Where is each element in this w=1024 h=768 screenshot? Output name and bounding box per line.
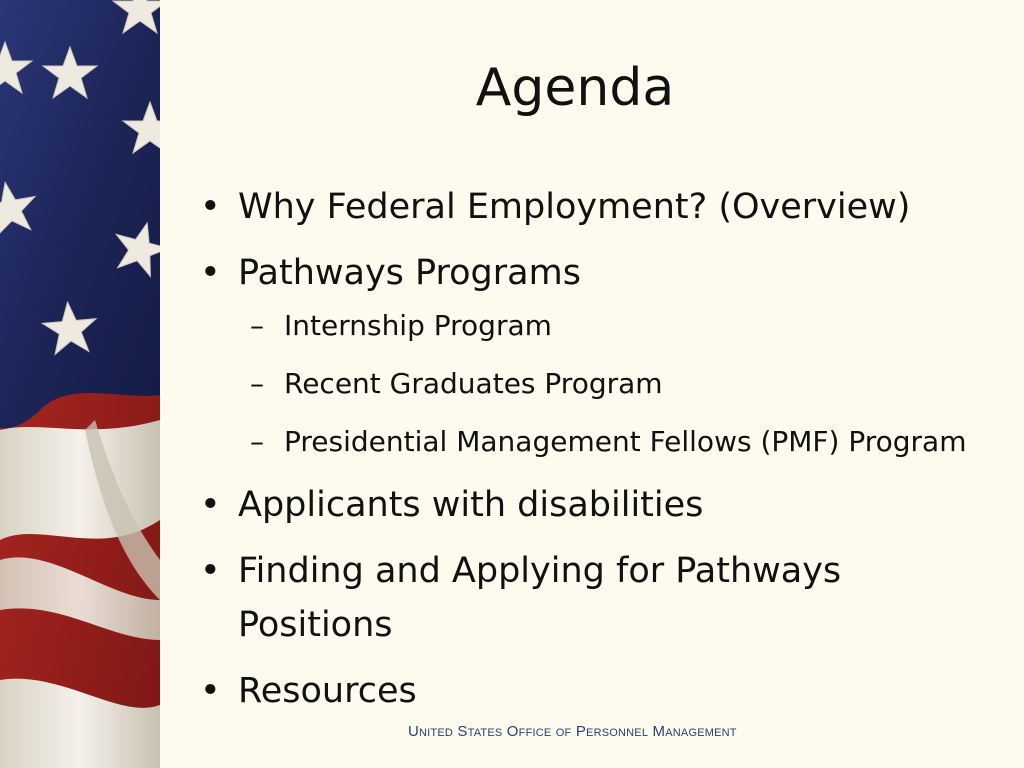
dash-marker: –: [250, 309, 264, 342]
agenda-subitem: [238, 418, 976, 466]
agenda-subitem-text: Internship Program: [284, 309, 552, 342]
american-flag-image: [0, 0, 160, 768]
dash-marker: –: [250, 425, 264, 458]
agenda-item-text: Resources: [238, 671, 417, 711]
bullet-marker: •: [200, 551, 221, 591]
agenda-item-text: Applicants with disabilities: [238, 485, 704, 525]
dash-marker: –: [250, 367, 264, 400]
agenda-item-text: Pathways Programs: [238, 253, 581, 293]
footer-agency-name: United States Office of Personnel Management: [408, 723, 737, 740]
agenda-item-text: Finding and Applying for Pathways Positions: [238, 551, 842, 645]
agenda-list: [196, 180, 976, 730]
slide-content: [160, 0, 1024, 768]
agenda-subitem: [238, 360, 976, 408]
bullet-marker: •: [200, 671, 221, 711]
agenda-subitem: [238, 302, 976, 350]
agenda-subitem-text: Presidential Management Fellows (PMF) Program: [284, 425, 967, 458]
agenda-item: [196, 544, 976, 652]
agenda-sublist: [238, 302, 976, 466]
bullet-marker: •: [200, 485, 221, 525]
agenda-item-text: Why Federal Employment? (Overview): [238, 187, 911, 227]
agenda-item: [196, 478, 976, 532]
agenda-item: [196, 664, 976, 718]
slide-title: Agenda: [475, 58, 675, 118]
agenda-item: [196, 246, 976, 466]
bullet-marker: •: [200, 253, 221, 293]
agenda-item: [196, 180, 976, 234]
bullet-marker: •: [200, 187, 221, 227]
agenda-subitem-text: Recent Graduates Program: [284, 367, 663, 400]
